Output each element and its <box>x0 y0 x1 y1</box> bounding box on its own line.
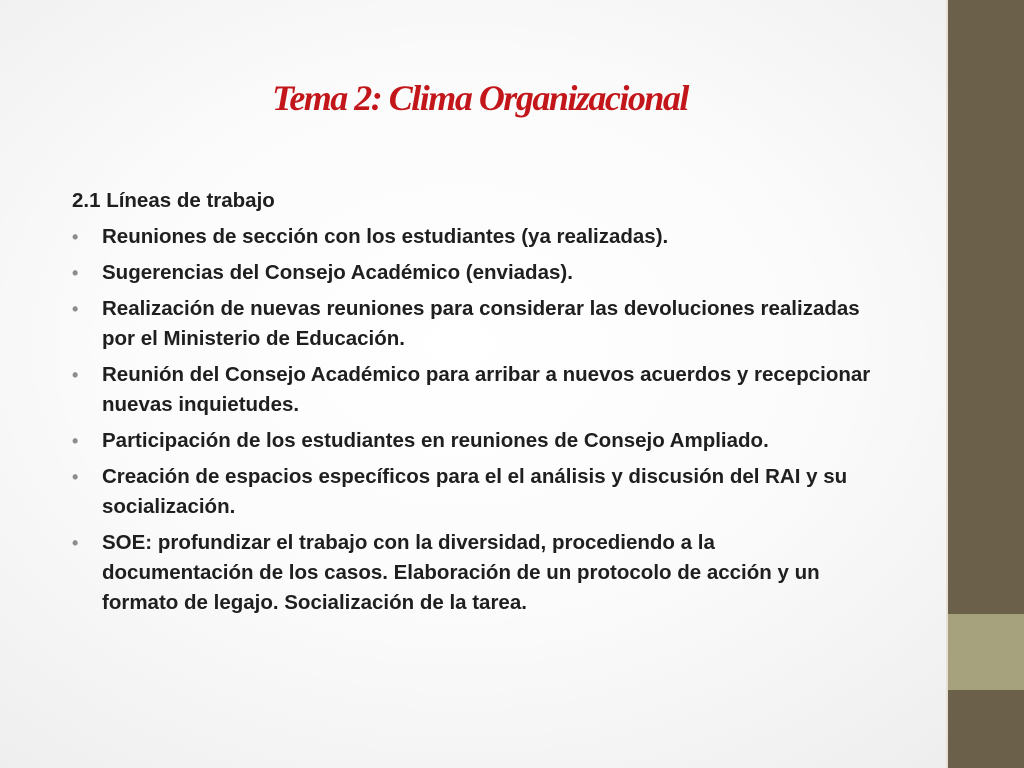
bullet-icon: • <box>72 299 79 319</box>
bullet-text: SOE: profundizar el trabajo con la diversidad, procediendo a la documentación de los casos. Elaboración de un protocolo de acción y un formato de legajo. Socialización de la tarea. <box>102 531 820 614</box>
bullet-text: Sugerencias del Consejo Académico (enviadas). <box>102 261 573 284</box>
bullet-icon: • <box>72 467 79 487</box>
slide-body <box>72 186 872 624</box>
bullet-item <box>72 258 872 288</box>
bullet-item <box>72 294 872 354</box>
bullet-icon: • <box>72 365 79 385</box>
bullet-text: Reuniones de sección con los estudiantes (ya realizadas). <box>102 225 669 248</box>
bullet-item <box>72 426 872 456</box>
bullet-icon: • <box>72 227 79 247</box>
section-heading: 2.1 Líneas de trabajo <box>72 189 275 212</box>
bullet-icon: • <box>72 431 79 451</box>
bullet-text: Realización de nuevas reuniones para considerar las devoluciones realizadas por el Ministerio de Educación. <box>102 297 860 350</box>
bullet-item <box>72 462 872 522</box>
slide-title: Tema 2: Clima Organizacional <box>272 78 688 118</box>
bullet-item <box>72 528 872 618</box>
bullet-item <box>72 222 872 252</box>
bullet-list <box>72 222 872 618</box>
bullet-icon: • <box>72 263 79 283</box>
bullet-text: Reunión del Consejo Académico para arribar a nuevos acuerdos y recepcionar nuevas inquietudes. <box>102 363 871 416</box>
bullet-text: Creación de espacios específicos para el el análisis y discusión del RAI y su socialización. <box>102 465 848 518</box>
bullet-item <box>72 360 872 420</box>
side-bar-accent <box>946 614 1024 690</box>
bullet-icon: • <box>72 533 79 553</box>
bullet-text: Participación de los estudiantes en reuniones de Consejo Ampliado. <box>102 429 769 452</box>
